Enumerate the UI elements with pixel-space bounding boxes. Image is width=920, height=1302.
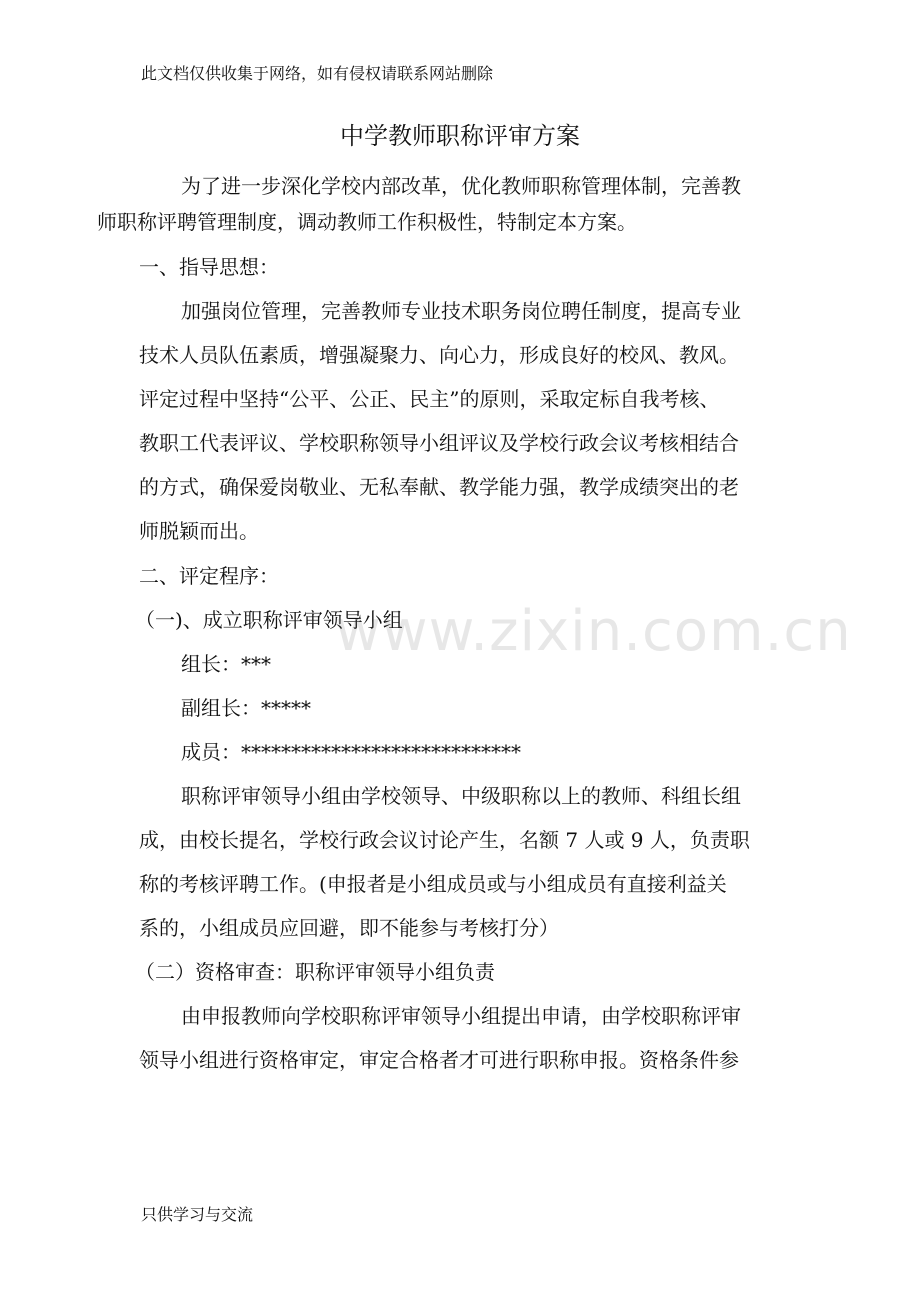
section1-line: 师脱颖而出。	[139, 519, 259, 543]
section1-line: 技术人员队伍素质，增强凝聚力、向心力，形成良好的校风、教风。	[139, 343, 739, 367]
subsection2-line: 领导小组进行资格审定，审定合格者才可进行职称申报。资格条件参	[139, 1048, 739, 1072]
section1-heading: 一、指导思想：	[139, 255, 279, 279]
section1-line: 评定过程中坚持“公平、公正、民主”的原则，采取定标自我考核、	[139, 387, 720, 411]
leader-line: 组长：***	[181, 652, 271, 676]
intro-line: 为了进一步深化学校内部改革，优化教师职称管理体制，完善教	[181, 174, 741, 198]
watermark: www.zixin.com.cn	[335, 599, 852, 664]
intro-paragraph	[97, 168, 787, 240]
section1-line: 教职工代表评议、学校职称领导小组评议及学校行政会议考核相结合	[139, 431, 739, 455]
subsection1-line: 称的考核评聘工作。(申报者是小组成员或与小组成员有直接利益关	[139, 872, 727, 896]
vice-leader-line: 副组长：*****	[181, 696, 311, 720]
section1-line: 的方式，确保爱岗敬业、无私奉献、教学能力强，教学成绩突出的老	[139, 475, 739, 499]
section2-heading: 二、评定程序：	[139, 564, 279, 588]
intro-line: 师职称评聘管理制度，调动教师工作积极性，特制定本方案。	[97, 210, 637, 234]
subsection2-paragraph	[139, 998, 787, 1078]
header-note: 此文档仅供收集于网络，如有侵权请联系网站删除	[141, 64, 494, 83]
subsection2-heading: （二）资格审查：职称评审领导小组负责	[135, 960, 495, 984]
subsection1-paragraph	[139, 778, 787, 946]
subsection1-heading: （一)、成立职称评审领导小组	[135, 608, 403, 632]
subsection1-line: 系的，小组成员应回避，即不能参与考核打分）	[139, 916, 559, 940]
members-line: 成员：****************************	[181, 740, 521, 764]
document-title: 中学教师职称评审方案	[340, 122, 580, 150]
section1-paragraph	[139, 293, 787, 549]
subsection2-line: 由申报教师向学校职称评审领导小组提出申请，由学校职称评审	[181, 1004, 741, 1028]
footer-note: 只供学习与交流	[141, 1205, 254, 1224]
section1-line: 加强岗位管理，完善教师专业技术职务岗位聘任制度，提高专业	[181, 299, 741, 323]
subsection1-line: 职称评审领导小组由学校领导、中级职称以上的教师、科组长组	[181, 784, 741, 808]
subsection1-line: 成，由校长提名，学校行政会议讨论产生，名额 7 人或 9 人，负责职	[139, 828, 750, 852]
